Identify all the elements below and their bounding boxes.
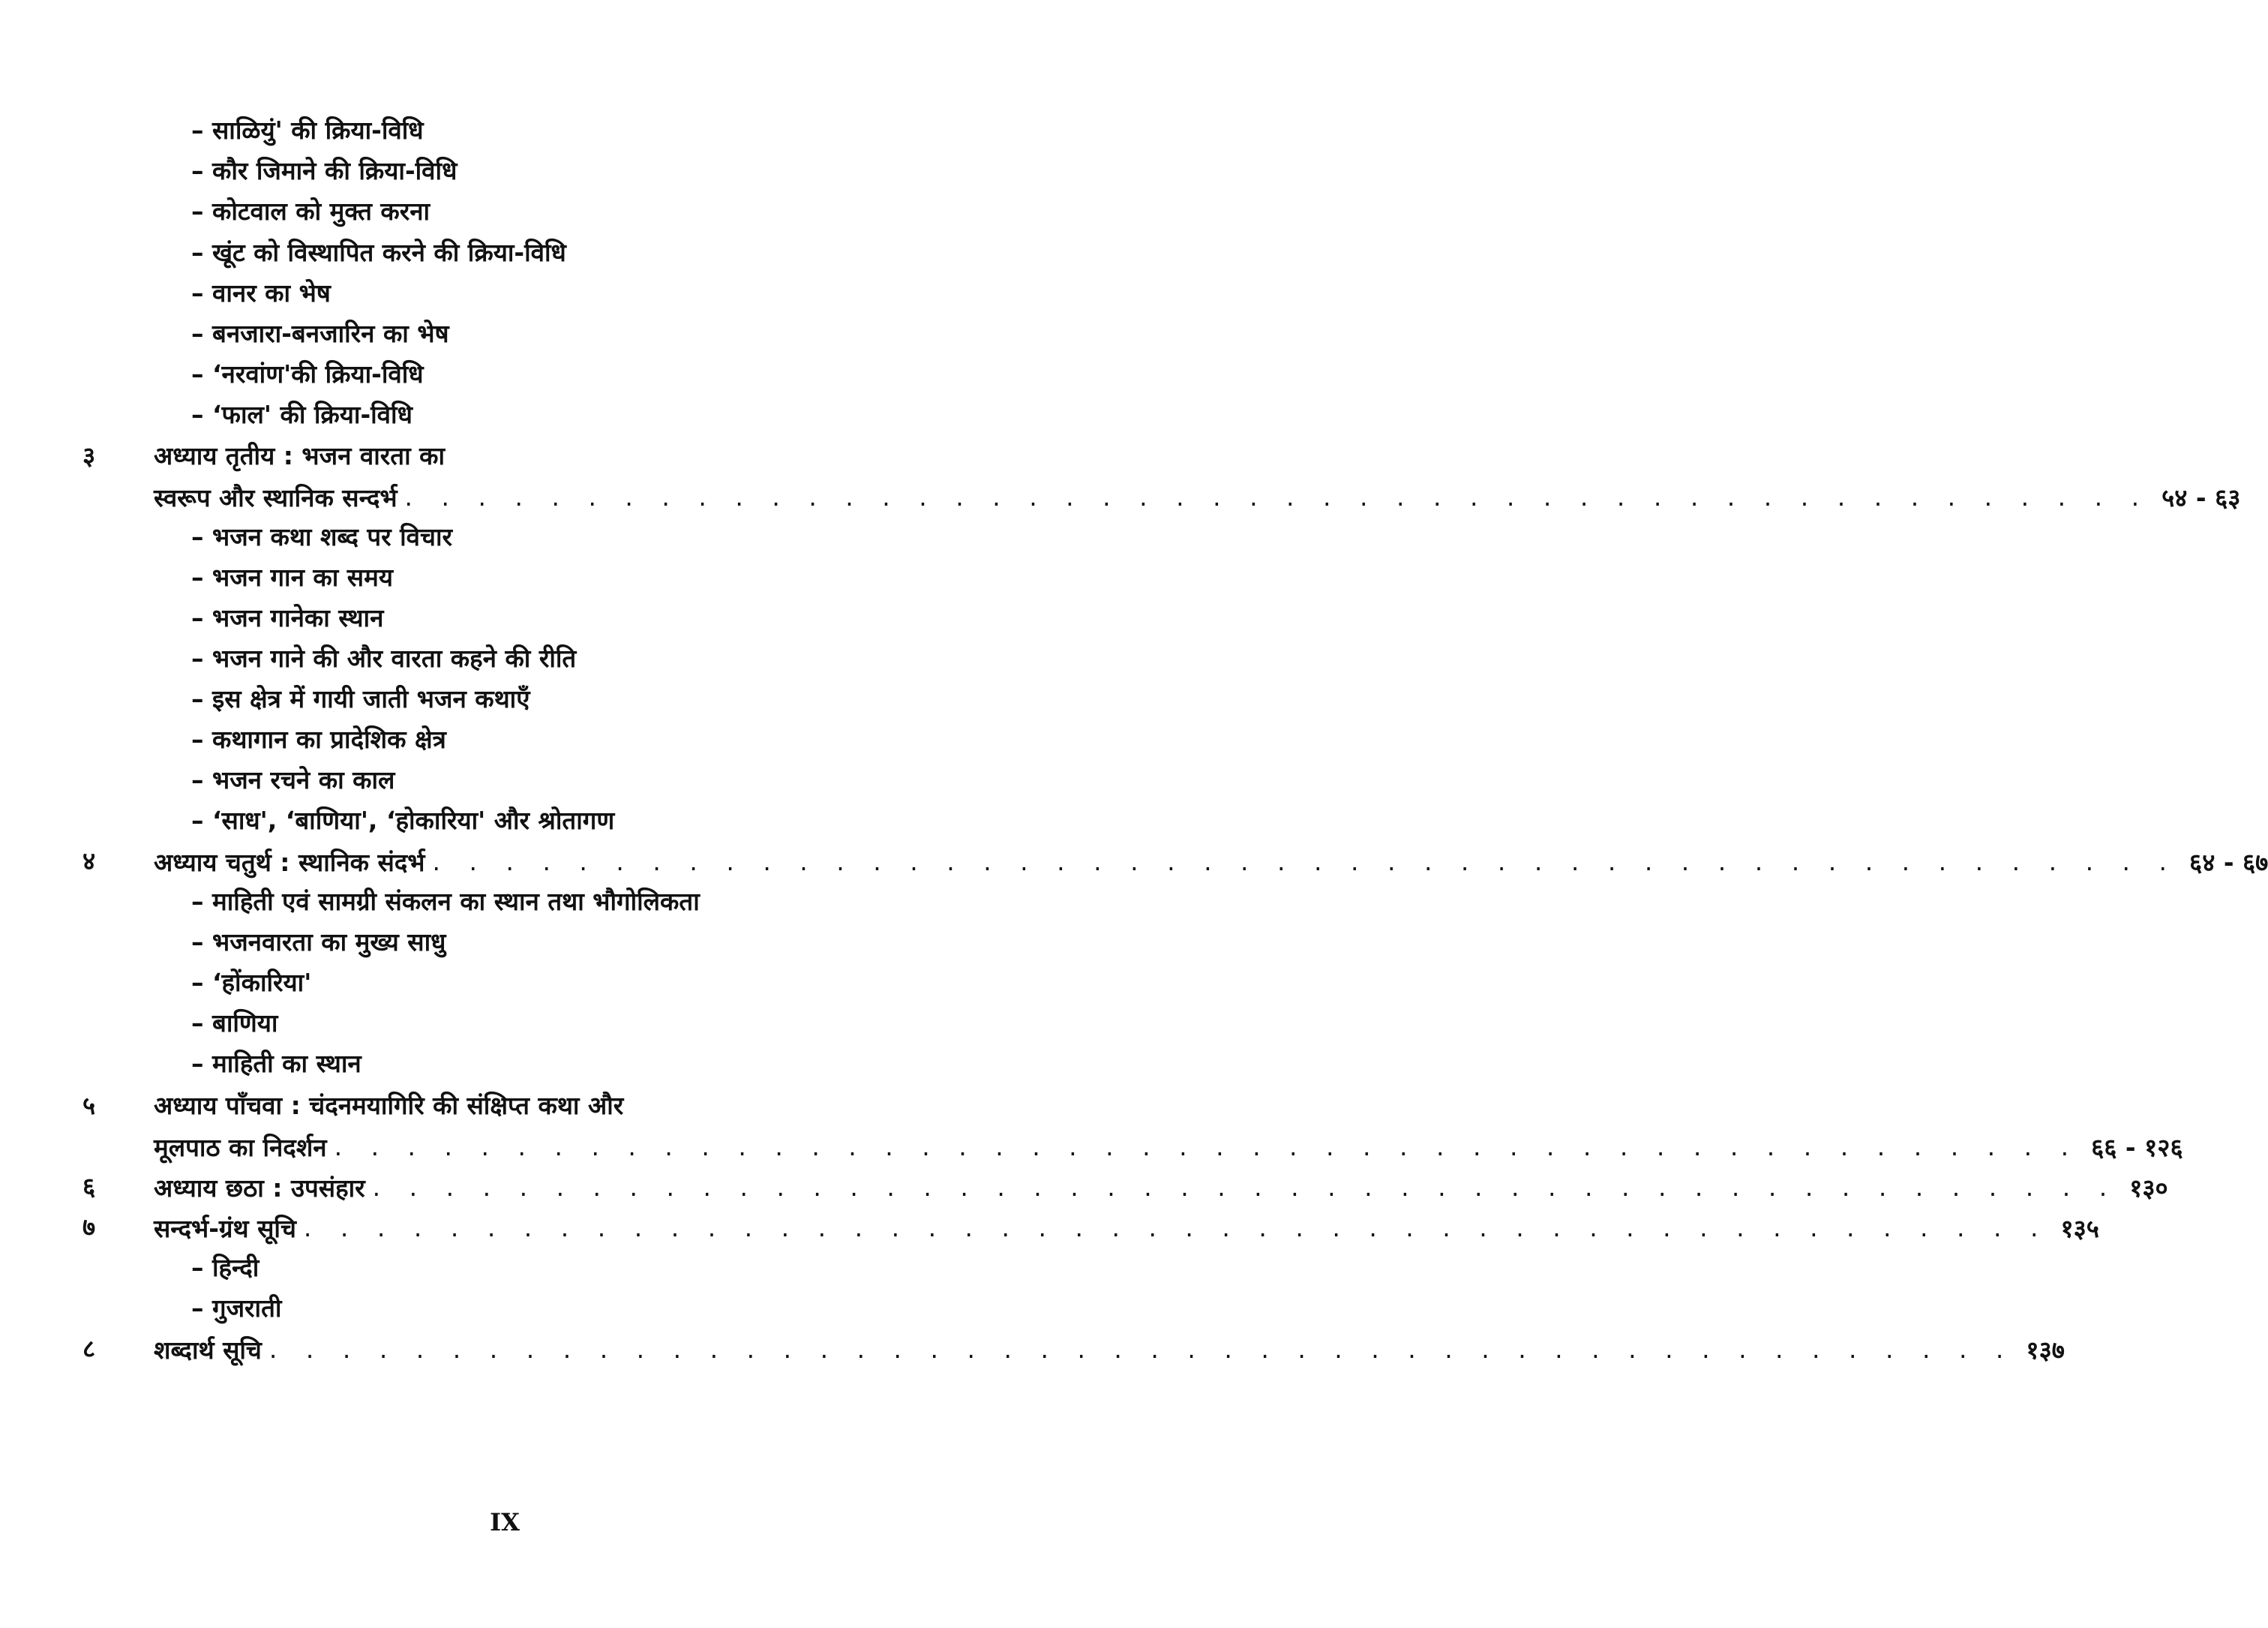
chapter-number: ४ [82,846,96,876]
toc-entry-chapter-8 [154,1329,2065,1368]
toc-subitem: – भजन गानेका स्थान [191,603,384,632]
chapter-number: ७ [82,1212,96,1242]
chapter-title: अध्याय छठा : उपसंहार [154,1173,365,1203]
toc-subitem: – कथागान का प्रादेशिक क्षेत्र [191,725,446,754]
page-number: १३७ [2026,1335,2065,1365]
toc-subitem: – बनजारा-बनजारिन का भेष [191,319,449,348]
chapter-title-continued: स्वरूप और स्थानिक सन्दर्भ [154,482,398,512]
page-number: १३५ [2060,1213,2099,1243]
toc-subitem: – भजनवारता का मुख्य साधु [191,927,446,957]
chapter-title: अध्याय चतुर्थ : स्थानिक संदर्भ [154,847,425,877]
chapter-title: शब्दार्थ सूचि [154,1335,262,1365]
chapter-number: ८ [82,1334,96,1363]
leader-dots: . . . . . . . . . . . . . . . . . . . . . . . . . . . . . . . . . . . . . . . . . . . . . . . . [404,482,2150,512]
toc-subitem: – माहिती एवं सामग्री संकलन का स्थान तथा भौगोलिकता [191,887,700,916]
toc-subitem: – बाणिया [191,1008,278,1038]
chapter-title: सन्दर्भ-ग्रंथ सूचि [154,1213,296,1243]
toc-subitem: – गुजराती [191,1293,282,1323]
toc-entry-chapter-6 [154,1167,2168,1206]
toc-subitem: – ‘साध', ‘बाणिया', ‘होकारिया' और श्रोतागण [191,806,615,835]
toc-subitem: – ‘फाल' की क्रिया-विधि [191,400,412,429]
toc-subitem: – वानर का भेष [191,278,331,308]
toc-subitem: – ‘होंकारिया' [191,968,312,997]
toc-subitem: – इस क्षेत्र में गायी जाती भजन कथाएँ [191,684,530,713]
leader-dots: . . . . . . . . . . . . . . . . . . . . . . . . . . . . . . . . . . . . . . . . . . . . . . . . [432,846,2178,876]
chapter-number: ५ [82,1091,96,1120]
toc-entry-chapter-5 [154,1127,2183,1166]
page-range: ५४ - ६३ [2162,482,2241,512]
chapter-title-continued: मूलपाठ का निदर्शन [154,1132,327,1162]
toc-subitem: – हिन्दी [191,1253,260,1282]
toc-subitem: – साळियुं' की क्रिया-विधि [191,116,424,145]
toc-subitem: – भजन गाने की और वारता कहने की रीति [191,644,577,673]
toc-subitem: – कौर जिमाने की क्रिया-विधि [191,156,458,185]
toc-subitem: – कोटवाल को मुक्त करना [191,197,430,226]
page-number: १३० [2129,1173,2168,1203]
toc-subitem: – भजन गान का समय [191,563,393,592]
leader-dots: . . . . . . . . . . . . . . . . . . . . . . . . . . . . . . . . . . . . . . . . . . . . . . . . [303,1212,2049,1242]
toc-subitem: – भजन रचने का काल [191,765,395,794]
toc-subitem: – खूंट को विस्थापित करने की क्रिया-विधि [191,238,566,267]
leader-dots: . . . . . . . . . . . . . . . . . . . . . . . . . . . . . . . . . . . . . . . . . . . . . . . . [372,1172,2118,1202]
toc-entry-chapter-7 [154,1208,2099,1247]
page-folio: IX [490,1508,520,1536]
chapter-number: ३ [82,441,96,470]
chapter-number: ६ [82,1172,96,1201]
leader-dots: . . . . . . . . . . . . . . . . . . . . . . . . . . . . . . . . . . . . . . . . . . . . . . . . [268,1334,2014,1364]
page-range: ६४ - ६७ [2189,847,2268,877]
leader-dots: . . . . . . . . . . . . . . . . . . . . . . . . . . . . . . . . . . . . . . . . . . . . . . . . [334,1131,2080,1161]
toc-subitem: – ‘नरवांण'की क्रिया-विधि [191,359,424,389]
toc-subitem: – भजन कथा शब्द पर विचार [191,522,453,551]
toc-entry-chapter-3 [154,477,2241,516]
chapter-title: अध्याय पाँचवा : चंदनमयागिरि की संक्षिप्त कथा और [154,1091,624,1120]
toc-entry-chapter-4 [154,842,2268,881]
toc-subitem: – माहिती का स्थान [191,1049,362,1078]
chapter-title: अध्याय तृतीय : भजन वारता का [154,441,446,470]
page-range: ६६ - १२६ [2091,1132,2183,1162]
